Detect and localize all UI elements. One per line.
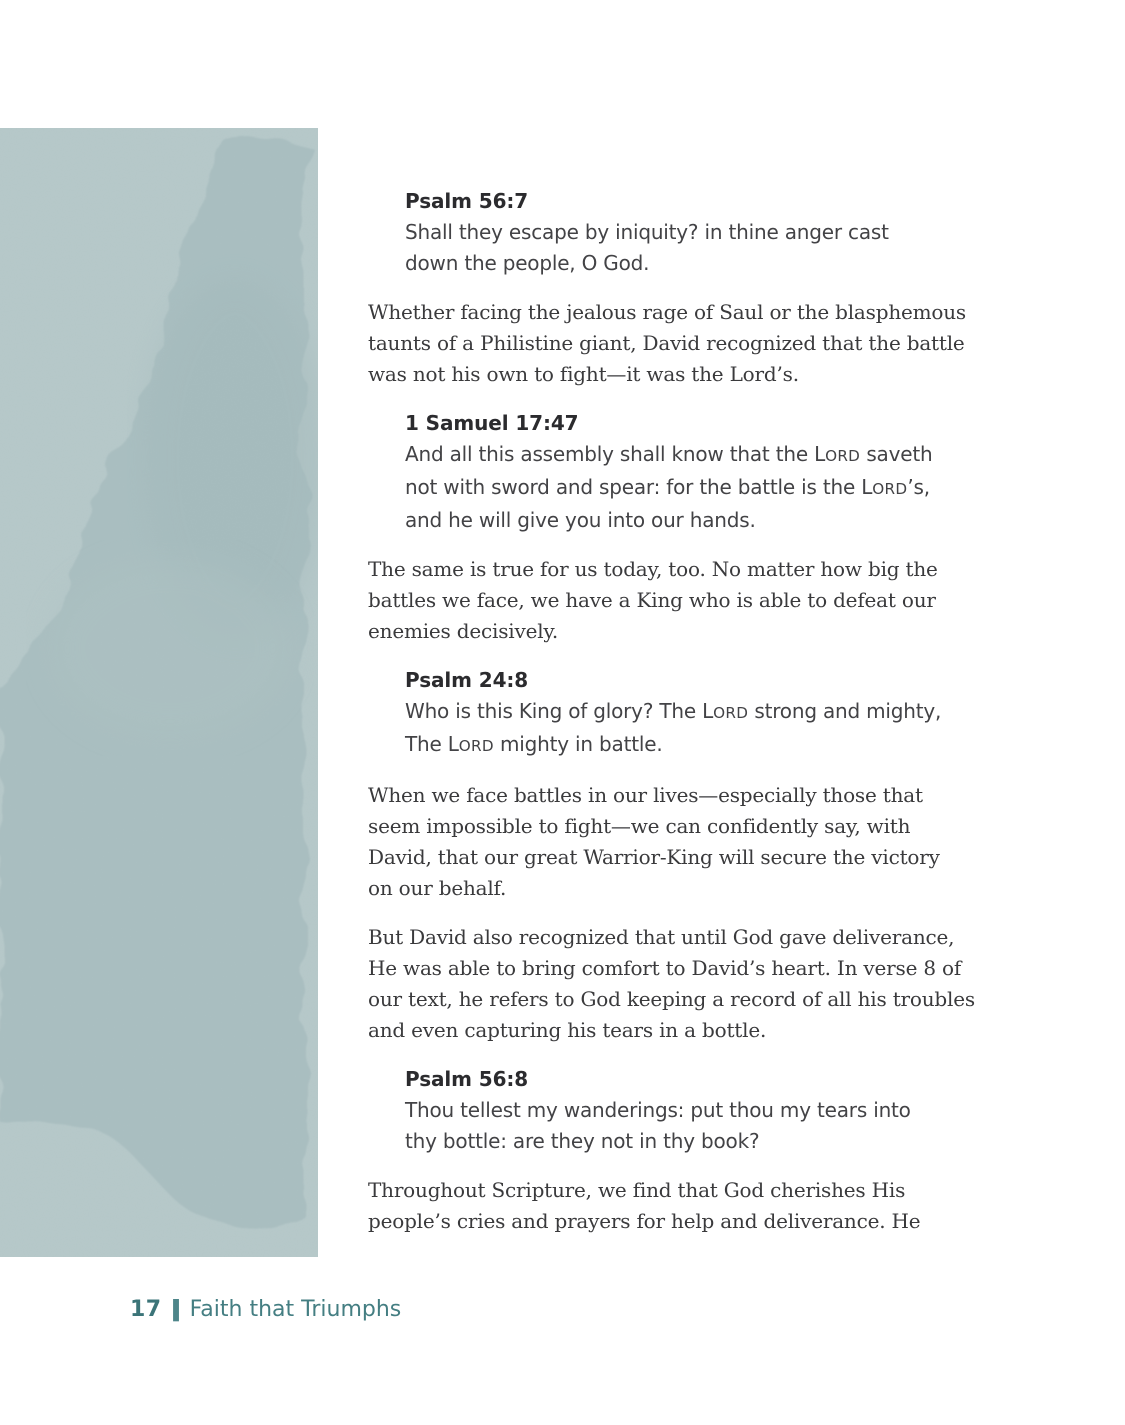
body-paragraph [368,297,968,390]
text-line: battles we face, we have a King who is able to defeat our [368,588,936,612]
page-number: 17 [130,1297,162,1322]
text-line: on our behalf. [368,876,507,900]
text-line: seem impossible to fight—we can confidently say, with [368,814,911,838]
scripture-quote [405,186,968,279]
footer-separator: | [165,1297,186,1322]
text-line: David, that our great Warrior-King will secure the victory [368,845,940,869]
scripture-quote [405,408,968,536]
text-line: The LORD mighty in battle. [405,732,663,756]
body-paragraph [368,922,975,1046]
page-footer [130,1295,401,1325]
text-line: and he will give you into our hands. [405,508,756,532]
text-line: down the people, O God. [405,251,650,275]
lord-smallcaps: LORD [814,442,861,466]
text-line: was not his own to fight—it was the Lord’s. [368,362,799,386]
book-title: Faith that Triumphs [189,1297,402,1322]
text-line: But David also recognized that until God gave deliverance, [368,925,955,949]
body-paragraph [368,554,968,647]
scripture-reference: Psalm 24:8 [405,668,529,692]
watercolor-art [0,128,318,1257]
scripture-reference: 1 Samuel 17:47 [405,411,579,435]
lord-smallcaps: LORD [861,475,908,499]
text-line: He was able to bring comfort to David’s heart. In verse 8 of [368,956,962,980]
paper-grain [0,128,318,1257]
text-line: Shall they escape by iniquity? in thine anger cast [405,220,889,244]
text-line: Thou tellest my wanderings: put thou my tears into [405,1098,911,1122]
text-line: Who is this King of glory? The LORD strong and mighty, [405,699,942,723]
body-paragraph [368,780,968,904]
text-line: Whether facing the jealous rage of Saul or the blasphemous [368,300,966,324]
text-line: and even capturing his tears in a bottle. [368,1018,767,1042]
text-line: people’s cries and prayers for help and deliverance. He [368,1209,921,1233]
text-line: thy bottle: are they not in thy book? [405,1129,760,1153]
lord-smallcaps: LORD [702,699,749,723]
scripture-quote [405,665,968,762]
scripture-quote [405,1064,968,1157]
page-content [368,186,975,1255]
text-line: our text, he refers to God keeping a record of all his troubles [368,987,975,1011]
text-line: And all this assembly shall know that the LORD saveth [405,442,933,466]
text-line: The same is true for us today, too. No matter how big the [368,557,938,581]
watercolor-svg [0,128,318,1257]
lord-smallcaps: LORD [447,732,494,756]
text-line: enemies decisively. [368,619,558,643]
scripture-reference: Psalm 56:7 [405,189,529,213]
text-line: When we face battles in our lives—especially those that [368,783,923,807]
text-line: taunts of a Philistine giant, David recognized that the battle [368,331,965,355]
body-paragraph [368,1175,968,1237]
text-line: Throughout Scripture, we find that God cherishes His [368,1178,906,1202]
text-line: not with sword and spear: for the battle is the LORD’s, [405,475,930,499]
scripture-reference: Psalm 56:8 [405,1067,529,1091]
